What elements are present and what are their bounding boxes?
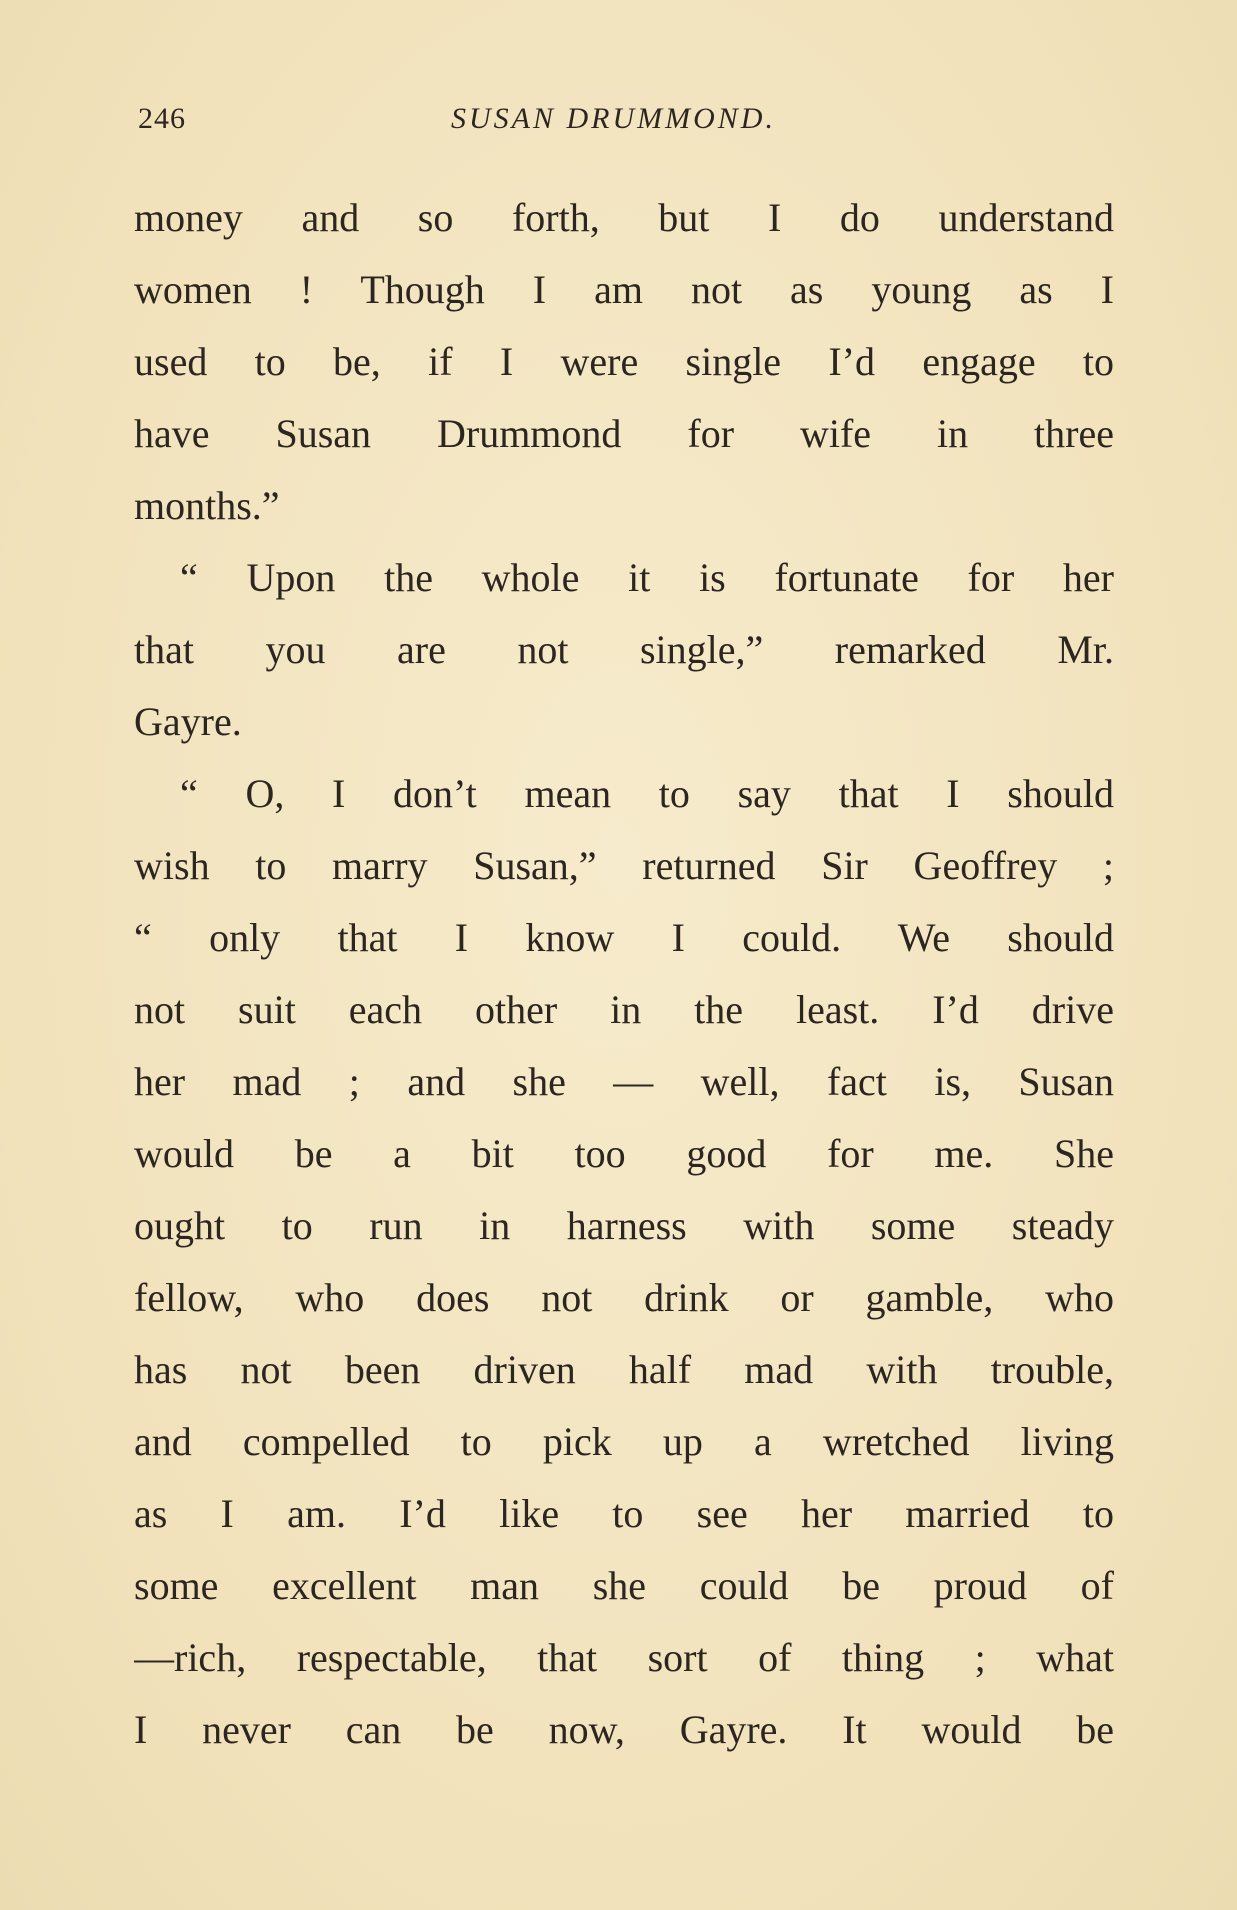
text-line: ought to run in harness with some steady xyxy=(134,1203,1114,1248)
text-line: as I am. I’d like to see her married to xyxy=(134,1491,1114,1536)
text-line: —rich, respectable, that sort of thing ; what xyxy=(134,1635,1114,1680)
running-title: SUSAN DRUMMOND. xyxy=(451,102,776,135)
text-line: money and so forth, but I do understand xyxy=(134,195,1114,240)
text-line: “ O, I don’t mean to say that I should xyxy=(180,771,1114,816)
running-head xyxy=(138,102,1118,142)
text-line: not suit each other in the least. I’d drive xyxy=(134,987,1114,1032)
body-text xyxy=(134,182,1114,1766)
text-line: Gayre. xyxy=(134,699,242,744)
text-line: women ! Though I am not as young as I xyxy=(134,267,1114,312)
text-line: and compelled to pick up a wretched living xyxy=(134,1419,1114,1464)
text-line: have Susan Drummond for wife in three xyxy=(134,411,1114,456)
text-line: fellow, who does not drink or gamble, who xyxy=(134,1275,1114,1320)
text-line: I never can be now, Gayre. It would be xyxy=(134,1707,1114,1752)
text-line: that you are not single,” remarked Mr. xyxy=(134,627,1114,672)
text-line: wish to marry Susan,” returned Sir Geoffrey ; xyxy=(134,843,1114,888)
text-line: months.” xyxy=(134,483,280,528)
text-line: “ only that I know I could. We should xyxy=(134,915,1114,960)
text-line: “ Upon the whole it is fortunate for her xyxy=(180,555,1114,600)
text-line: has not been driven half mad with trouble, xyxy=(134,1347,1114,1392)
text-line: would be a bit too good for me. She xyxy=(134,1131,1114,1176)
text-line: used to be, if I were single I’d engage to xyxy=(134,339,1114,384)
text-line: her mad ; and she — well, fact is, Susan xyxy=(134,1059,1114,1104)
text-line: some excellent man she could be proud of xyxy=(134,1563,1114,1608)
page-number: 246 xyxy=(138,102,186,135)
